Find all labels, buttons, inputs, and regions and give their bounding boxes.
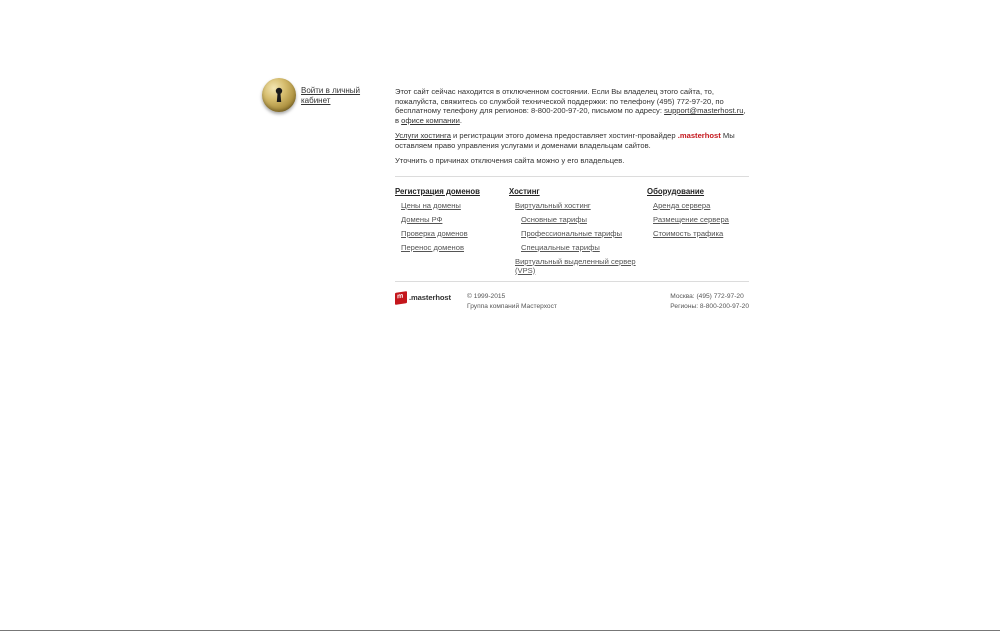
hosting-title-link[interactable]: Хостинг xyxy=(509,186,540,196)
keyhole-icon[interactable] xyxy=(262,78,296,112)
masterhost-logo[interactable] xyxy=(395,292,465,306)
server-rent-link[interactable]: Аренда сервера xyxy=(653,200,711,210)
footer xyxy=(395,282,749,312)
vps-link[interactable]: Виртуальный выделенный сервер (VPS) xyxy=(515,256,636,275)
login-block xyxy=(262,78,372,118)
contacts xyxy=(670,292,749,312)
main-content xyxy=(395,87,749,312)
hosting-column xyxy=(509,187,641,280)
company-group: Группа компаний Мастерхост xyxy=(467,302,557,310)
office-link[interactable]: офисе компании xyxy=(401,115,460,125)
notice-text: . xyxy=(459,115,462,125)
logo-text: .masterhost xyxy=(409,292,451,302)
services-menu xyxy=(395,187,749,277)
notice-text: , в xyxy=(395,106,746,125)
support-email-link[interactable]: support@masterhost.ru xyxy=(664,106,744,115)
copyright xyxy=(467,292,557,312)
moscow-phone: Москва: (495) 772-97-20 xyxy=(670,292,744,300)
pro-plans-link[interactable]: Профессиональные тарифы xyxy=(521,228,623,238)
special-plans-link[interactable]: Специальные тарифы xyxy=(521,242,600,252)
hosting-services-link[interactable]: Услуги хостинга xyxy=(395,131,451,140)
domains-title-link[interactable]: Регистрация доменов xyxy=(395,186,480,196)
hardware-title-link[interactable]: Оборудование xyxy=(647,186,705,196)
domains-column xyxy=(395,187,505,257)
provider-text: и регистрации этого домена предоставляет хостинг-провайдер xyxy=(450,131,678,140)
server-colocation-link[interactable]: Размещение сервера xyxy=(653,214,729,224)
divider xyxy=(395,176,749,177)
logo-mark-icon: m xyxy=(395,291,407,305)
owner-note: Уточнить о причинах отключения сайта можно у его владельцев. xyxy=(395,156,625,165)
notice-paragraph xyxy=(395,87,749,125)
domain-check-link[interactable]: Проверка доменов xyxy=(401,228,468,238)
login-link[interactable]: Войти в личный кабинет xyxy=(301,86,361,105)
domain-transfer-link[interactable]: Перенос доменов xyxy=(401,242,465,252)
brand-name: .masterhost xyxy=(677,131,721,140)
basic-plans-link[interactable]: Основные тарифы xyxy=(521,214,587,224)
regions-phone: Регионы: 8-800-200-97-20 xyxy=(670,302,749,310)
notice-text: Этот сайт сейчас находится в отключенном состоянии. Если Вы владелец этого сайта, то, пожалуйста, свяжитесь со службой технической поддержки: по телефону (495) 772-97-20, по бесплатному телефону для регионов: 8-800-200-97-20, письмом по адресу: xyxy=(395,87,724,115)
traffic-cost-link[interactable]: Стоимость трафика xyxy=(653,228,724,238)
virtual-hosting-link[interactable]: Виртуальный хостинг xyxy=(515,200,591,210)
copyright-years: © 1999-2015 xyxy=(467,292,506,300)
provider-text: Мы оставляем право управления услугами и доменами владельцам сайтов. xyxy=(395,131,735,150)
domains-rf-link[interactable]: Домены РФ xyxy=(401,214,443,224)
provider-paragraph xyxy=(395,131,749,150)
domain-prices-link[interactable]: Цены на домены xyxy=(401,200,461,210)
hardware-column xyxy=(647,187,749,243)
